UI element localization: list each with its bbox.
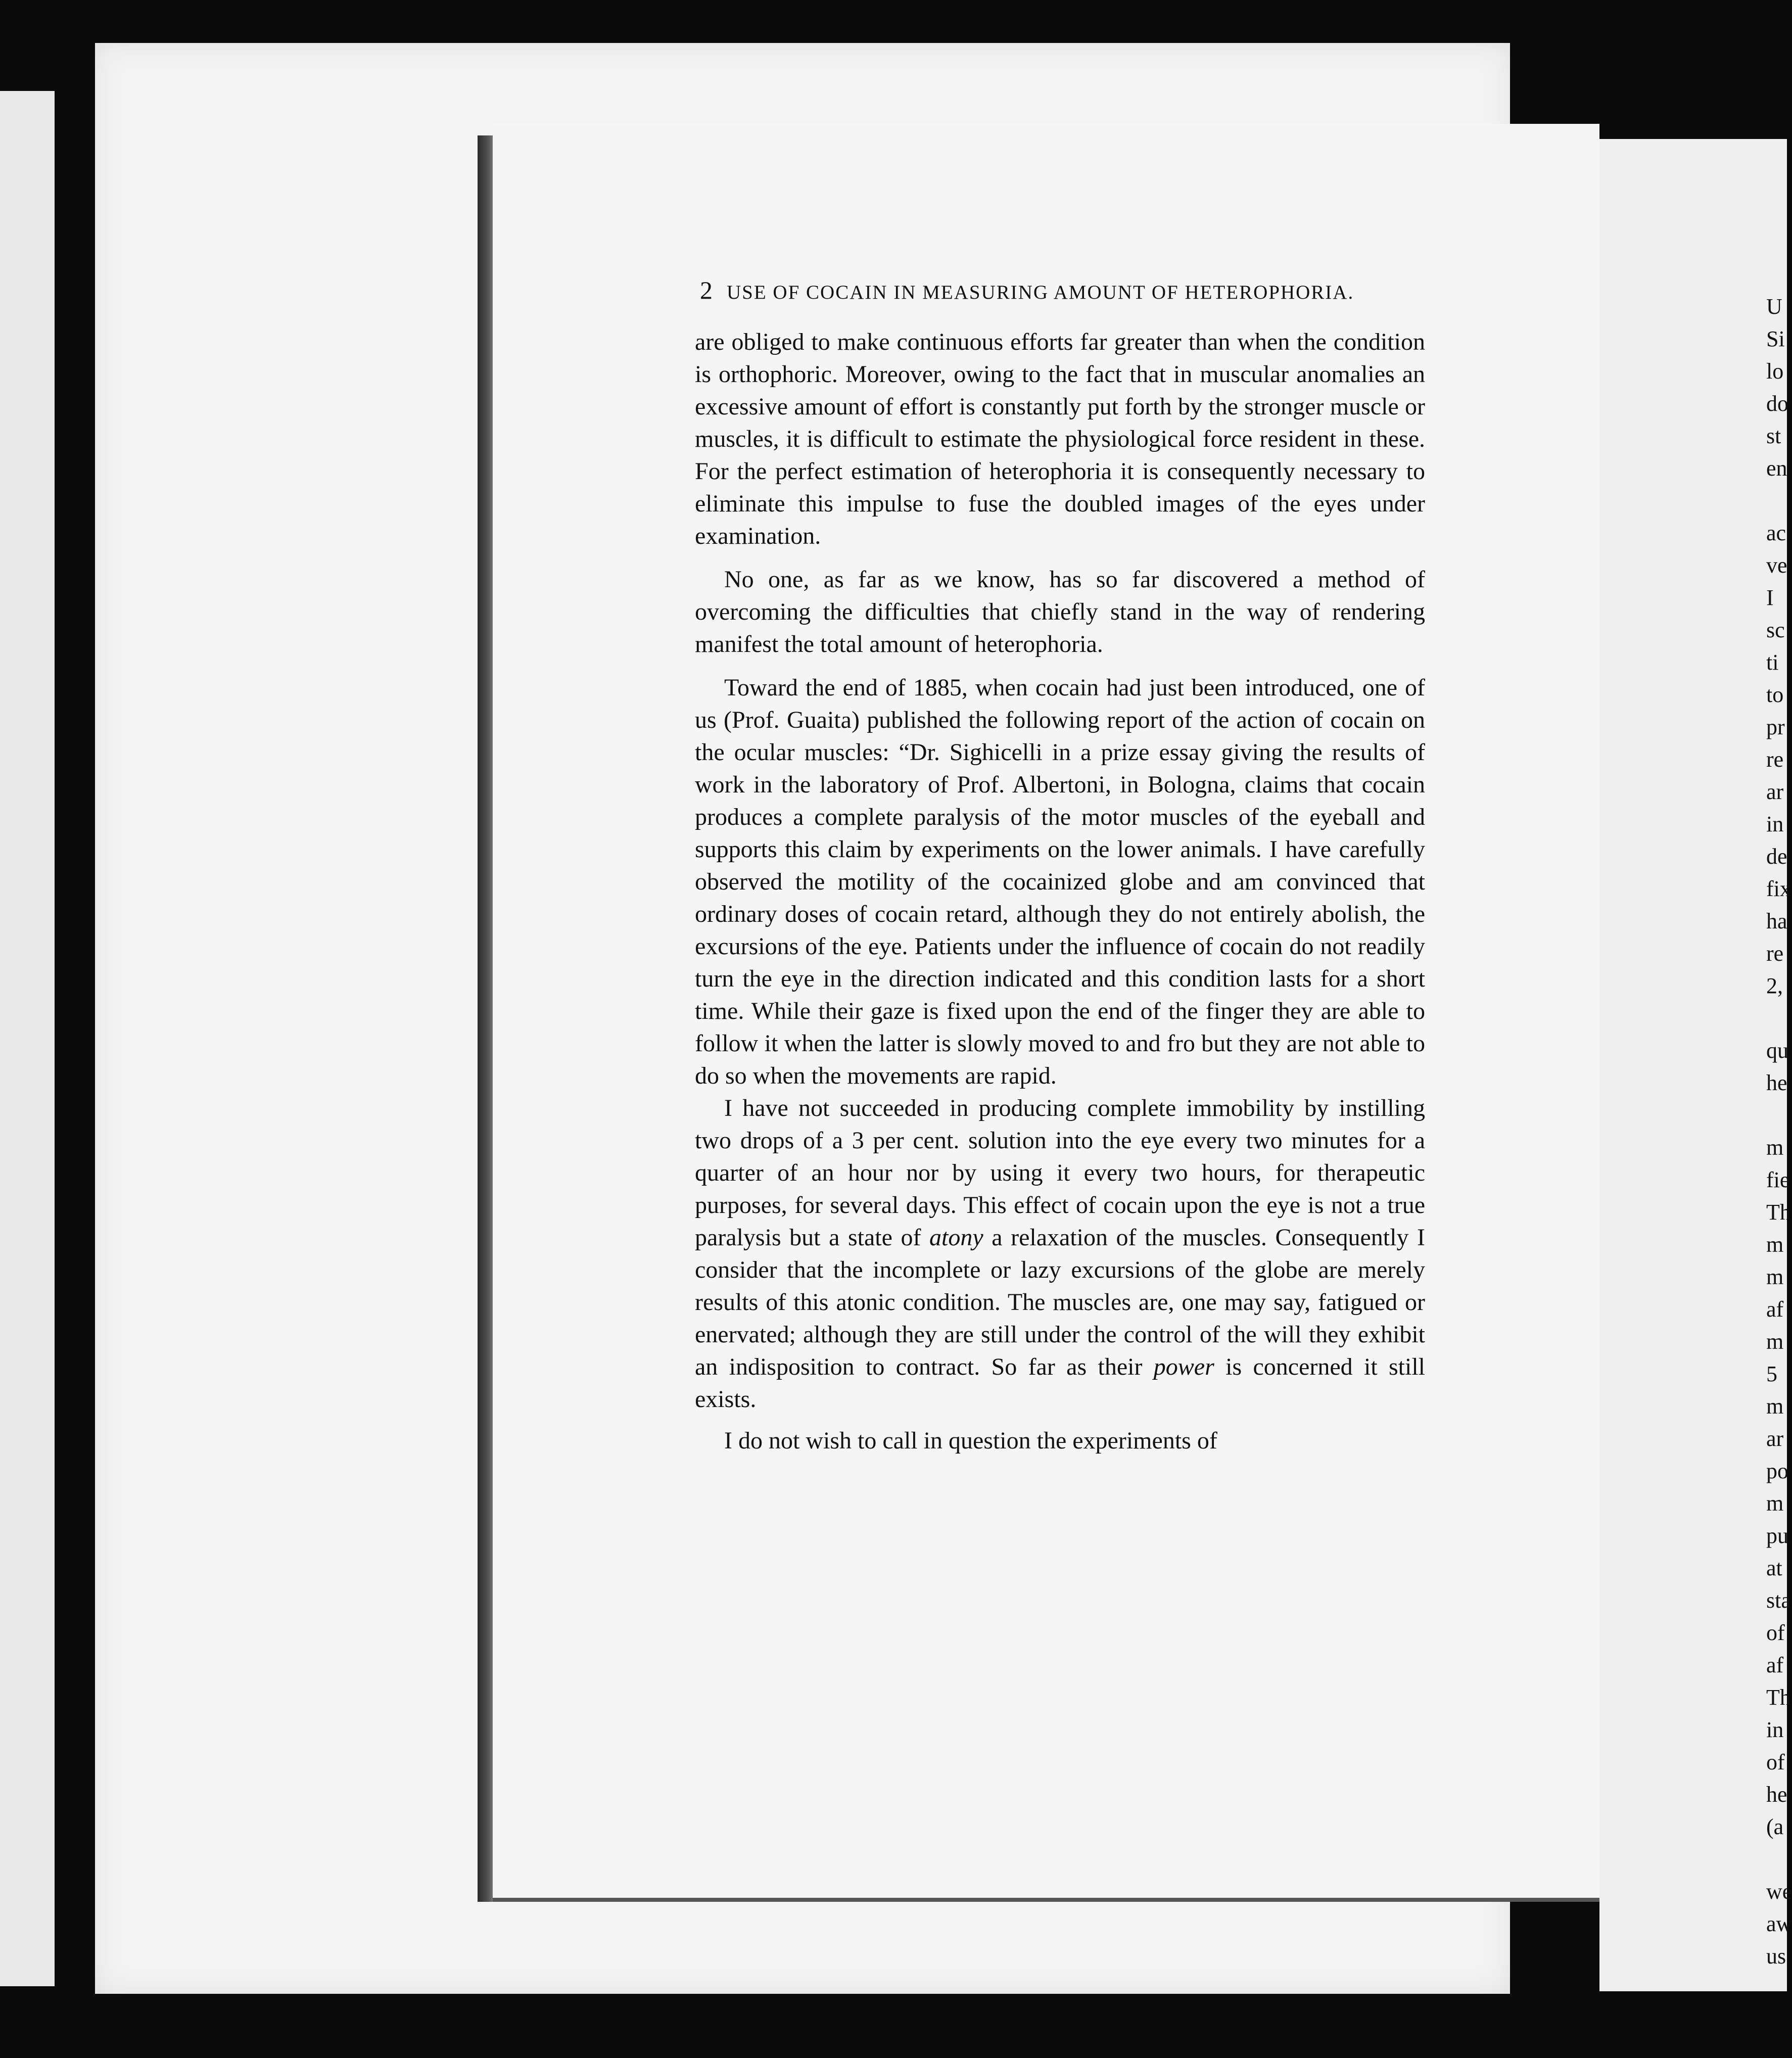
- body-text: [695, 326, 1425, 1457]
- book-page: [493, 124, 1599, 1898]
- italic-power: power: [1153, 1353, 1214, 1380]
- paragraph-4-text-c: is concerned it still exists.: [695, 1353, 1425, 1413]
- adjacent-page-left: [0, 91, 55, 1986]
- facing-page-right: [1599, 139, 1792, 1991]
- page-number: 2: [700, 276, 714, 304]
- paragraph-2: No one, as far as we know, has so far discovered a method of overcoming the difficulties that chiefly stand in the way of rendering manifest the total amount of heterophoria.: [695, 566, 1425, 658]
- paragraph-3: Toward the end of 1885, when cocain had just been introduced, one of us (Prof. Guaita) published the following report of the action of cocain on the ocular muscles: “Dr. Sighicelli in a prize essay giving the results of work in the laboratory of Prof. Albertoni, in Bologna, claims that cocain produces a complete paralysis of the motor muscles of the eyeball and supports this claim by experiments on the lower animals. I have carefully observed the motility of the cocainized globe and am convinced that ordinary doses of cocain retard, although they do not entirely abolish, the excursions of the eye. Patients under the influence of cocain do not readily turn the eye in the direction indicated and this condition lasts for a short time. While their gaze is fixed upon the end of the finger they are able to follow it when the latter is slowly moved to and fro but they are not able to do so when the movements are rapid.: [695, 674, 1425, 1089]
- paragraph-5-start: I do not wish to call in question the experiments of: [724, 1427, 1217, 1454]
- italic-atony: atony: [929, 1224, 983, 1251]
- running-title: USE OF COCAIN IN MEASURING AMOUNT OF HETEROPHORIA.: [727, 282, 1354, 303]
- paragraph-4-text-a: I have not succeeded in producing complete immobility by instilling two drops of a 3 per cent. solution into the eye every two minutes for a quarter of an hour nor by using it every two hours, for therapeutic purposes, for several days. This effect of cocain upon the eye is not a true paralysis but a state of: [695, 1095, 1425, 1251]
- running-head: [700, 275, 1428, 305]
- paragraph-4-text-b: a relaxation of the muscles. Consequently I consider that the incomplete or lazy excursions of the globe are merely results of this atonic condition. The muscles are, one may say, fatigued or enervated; although they are still under the control of the will they exhibit an indisposition to contract. So far as their: [695, 1224, 1426, 1380]
- paragraph-1: are obliged to make continuous efforts far greater than when the condition is orthophoric. Moreover, owing to the fact that in muscular anomalies an excessive amount of effort is constantly put forth by the stronger muscle or muscles, it is difficult to estimate the physiological force resident in these. For the perfect estimation of heterophoria it is consequently necessary to eliminate this impulse to fuse the doubled images of the eyes under examination.: [695, 329, 1425, 549]
- facing-page-text: U Si lo do st en ac ve I sc ti to pr re ar in de fix ha re 2, qu he m fie Th m m af m 5 m ar po m pu at sta of af Th in of he (a we aw us: [1766, 294, 1792, 1969]
- paragraph-4: [695, 1092, 1425, 1416]
